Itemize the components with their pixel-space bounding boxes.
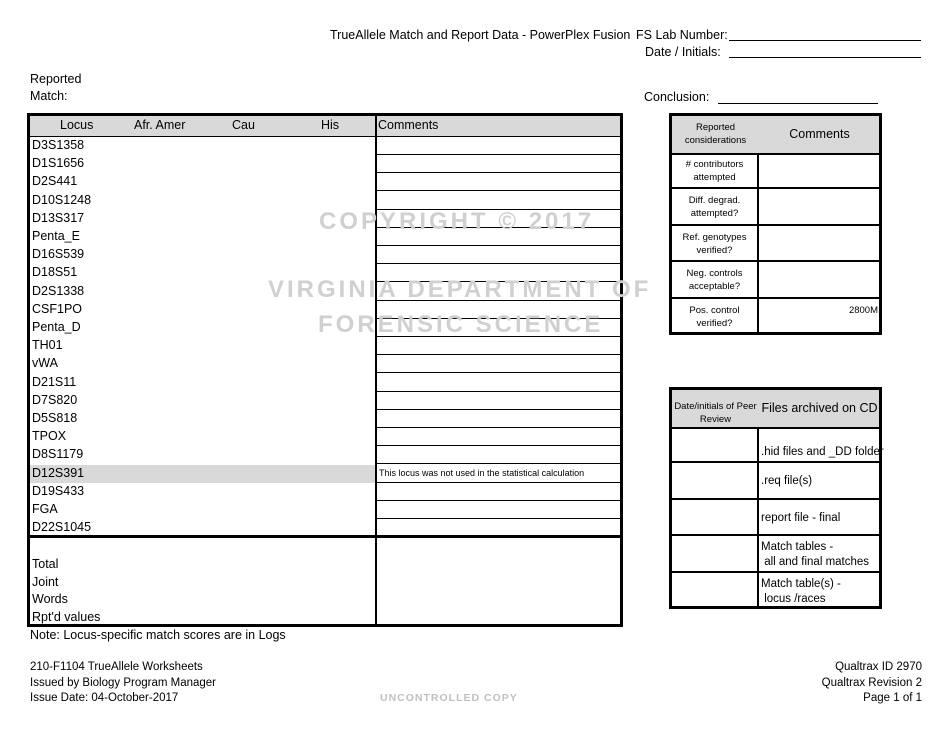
- archive-table: [669, 387, 882, 609]
- locus-name: D18S51: [32, 265, 78, 280]
- consideration-comment-cell[interactable]: [759, 262, 879, 296]
- comment-cell[interactable]: [377, 137, 620, 155]
- summary-rptd-values: Rpt'd values: [32, 610, 101, 624]
- conclusion-label: Conclusion:: [644, 90, 710, 104]
- table-row: [30, 501, 375, 519]
- locus-name: vWA: [32, 356, 58, 371]
- table-row: [30, 246, 375, 264]
- date-initials-label: Date / Initials:: [645, 45, 721, 59]
- archive-row: [672, 463, 879, 499]
- table-row: [30, 173, 375, 191]
- footer-page: Page 1 of 1: [863, 692, 922, 704]
- archive-divider: [757, 427, 759, 606]
- considerations-row: [672, 299, 879, 335]
- table-row: [30, 446, 375, 464]
- consideration-comment-cell[interactable]: [759, 153, 879, 187]
- archive-file-label: Match table(s) - locus /races: [761, 577, 841, 605]
- watermark-forensic: FORENSIC SCIENCE: [318, 311, 604, 338]
- consideration-label: Neg. controls acceptable?: [686, 268, 743, 293]
- locus-name: D2S441: [32, 174, 78, 189]
- watermark-copyright: COPYRIGHT © 2017: [319, 208, 595, 235]
- comment-cell[interactable]: [377, 465, 620, 483]
- d12s391-comment: This locus was not used in the statistical calculation: [379, 467, 585, 478]
- consideration-comment-cell[interactable]: [759, 189, 879, 223]
- locus-name: D16S539: [32, 247, 85, 262]
- table-row: [30, 410, 375, 428]
- match-data-table: [27, 113, 623, 627]
- locus-name: D8S1179: [32, 447, 84, 462]
- watermark-virginia: VIRGINIA DEPARTMENT OF: [268, 276, 652, 303]
- table-row: [30, 355, 375, 373]
- comment-cell[interactable]: [377, 337, 620, 355]
- locus-name: Penta_E: [32, 229, 80, 243]
- archive-file-label: .req file(s): [761, 475, 813, 488]
- archive-file-label: Match tables - all and final matches: [761, 541, 870, 569]
- table-row: [30, 465, 375, 483]
- table-row: [30, 428, 375, 446]
- archive-file-label: .hid files and _DD folder: [761, 446, 884, 458]
- match-label: Match:: [30, 89, 68, 103]
- locus-name: D5S818: [32, 411, 78, 425]
- locus-name: D10S1248: [32, 192, 92, 207]
- archive-row: [672, 500, 879, 536]
- archive-row: [672, 573, 879, 609]
- uncontrolled-copy: UNCONTROLLED COPY: [380, 692, 518, 704]
- summary-comments-cell[interactable]: [377, 538, 620, 624]
- comment-cell[interactable]: [377, 501, 620, 519]
- comment-cell[interactable]: [377, 155, 620, 173]
- table-row: [30, 155, 375, 173]
- locus-name: TH01: [32, 338, 63, 353]
- consideration-label: # contributors attempted: [685, 159, 744, 183]
- locus-name: FGA: [32, 502, 58, 516]
- col-cau: Cau: [232, 118, 255, 132]
- locus-name: D3S1358: [32, 138, 85, 152]
- footer-form-id: 210-F1104 TrueAllele Worksheets: [30, 661, 203, 673]
- locus-name: D19S433: [32, 483, 85, 498]
- locus-name: D1S1656: [32, 156, 85, 171]
- date-initials-field[interactable]: [729, 57, 921, 58]
- comment-cell[interactable]: [377, 446, 620, 464]
- peer-review-cell[interactable]: [672, 536, 757, 570]
- archive-header: [672, 390, 879, 429]
- table-row: [30, 483, 375, 501]
- fs-lab-number-field[interactable]: [729, 40, 921, 41]
- col-comments: Comments: [378, 118, 439, 132]
- conclusion-field[interactable]: [718, 103, 878, 104]
- consideration-label: Diff. degrad. attempted?: [688, 195, 741, 220]
- consideration-comment-cell[interactable]: [759, 226, 879, 260]
- comment-cell[interactable]: [377, 392, 620, 410]
- reported-label: Reported: [30, 72, 82, 86]
- archive-row: [672, 427, 884, 463]
- comment-cell[interactable]: [377, 483, 620, 501]
- consideration-label: Ref. genotypes verified?: [682, 231, 747, 256]
- comment-cell[interactable]: [377, 374, 620, 392]
- summary-words: Words: [32, 592, 68, 606]
- table-row: [30, 192, 375, 210]
- locus-name: Penta_D: [32, 320, 81, 334]
- considerations-row: [672, 226, 879, 262]
- considerations-head-left: Reported considerations: [684, 122, 747, 146]
- considerations-row: [672, 189, 879, 225]
- peer-review-cell[interactable]: [672, 427, 757, 461]
- footer-qualtrax-id: Qualtrax ID 2970: [835, 661, 922, 673]
- considerations-header: [672, 116, 879, 155]
- comment-cell[interactable]: [377, 173, 620, 191]
- locus-name: D13S317: [32, 210, 85, 225]
- col-locus: Locus: [60, 118, 94, 132]
- table-row: [30, 392, 375, 410]
- archive-head-left: Date/initials of Peer Review: [674, 401, 757, 425]
- locus-name: D2S1338: [32, 283, 85, 298]
- locus-name: CSF1PO: [32, 301, 83, 316]
- table-header: [30, 116, 620, 137]
- archive-head-right: Files archived on CD: [761, 401, 878, 415]
- considerations-row: [672, 262, 879, 298]
- peer-review-cell[interactable]: [672, 500, 757, 534]
- peer-review-cell[interactable]: [672, 573, 757, 609]
- summary-total: Total: [32, 557, 59, 571]
- footer-qualtrax-revision: Qualtrax Revision 2: [821, 677, 922, 689]
- comment-cell[interactable]: [377, 428, 620, 446]
- consideration-label: Pos. control verified?: [689, 304, 740, 329]
- col-his: His: [321, 118, 340, 132]
- comment-cell[interactable]: [377, 410, 620, 428]
- archive-row: [672, 536, 879, 572]
- locus-name: D22S1045: [32, 520, 92, 535]
- summary-joint: Joint: [32, 575, 59, 589]
- comment-cell[interactable]: [377, 246, 620, 264]
- page-title: TrueAllele Match and Report Data - PowerPlex Fusion: [330, 28, 631, 42]
- considerations-divider: [757, 153, 759, 332]
- locus-name: D12S391: [32, 465, 85, 480]
- considerations-head-right: Comments: [789, 127, 850, 141]
- pos-control-value: 2800M: [848, 305, 878, 316]
- locus-name: TPOX: [32, 429, 67, 444]
- footer-issue-date: Issue Date: 04-October-2017: [30, 692, 179, 704]
- considerations-row: [672, 153, 879, 189]
- locus-name: D7S820: [32, 392, 78, 407]
- table-row: [30, 374, 375, 392]
- locus-name: D21S11: [32, 374, 77, 389]
- footer-issued-by: Issued by Biology Program Manager: [30, 677, 217, 689]
- archive-file-label: report file - final: [761, 511, 841, 524]
- col-afr-amer: Afr. Amer: [134, 118, 186, 132]
- considerations-table: [669, 113, 882, 335]
- note-text: Note: Locus-specific match scores are in Logs: [30, 628, 286, 642]
- table-row: [30, 137, 375, 155]
- fs-lab-number-label: FS Lab Number:: [636, 28, 728, 42]
- comment-cell[interactable]: [377, 355, 620, 373]
- comment-cell[interactable]: [377, 192, 620, 210]
- table-row: [30, 337, 375, 355]
- peer-review-cell[interactable]: [672, 463, 757, 497]
